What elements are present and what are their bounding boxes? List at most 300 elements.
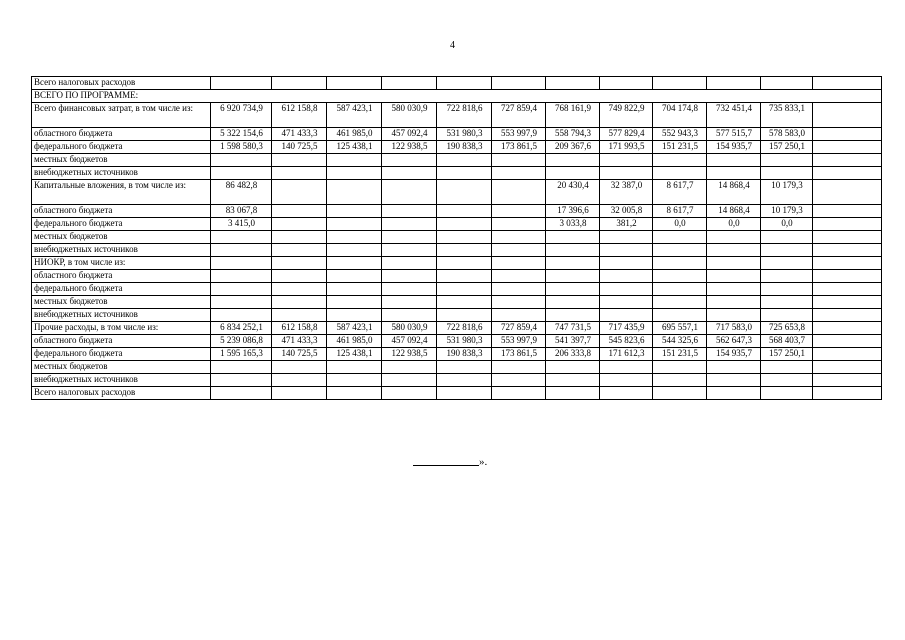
table-row — [32, 244, 882, 257]
value-cell — [653, 154, 707, 167]
value-cell: 587 423,1 — [327, 103, 382, 128]
value-cell — [211, 387, 272, 400]
value-cell: 1 595 165,3 — [211, 348, 272, 361]
value-cell: 580 030,9 — [382, 103, 437, 128]
value-cell — [382, 180, 437, 205]
value-cell: 122 938,5 — [382, 348, 437, 361]
value-cell — [382, 205, 437, 218]
value-cell — [707, 167, 761, 180]
value-cell: 544 325,6 — [653, 335, 707, 348]
value-cell: 717 583,0 — [707, 322, 761, 335]
table-row — [32, 322, 882, 335]
value-cell — [272, 374, 327, 387]
table-row — [32, 180, 882, 205]
value-cell: 747 731,5 — [546, 322, 600, 335]
row-label: областного бюджета — [32, 335, 211, 348]
value-cell — [707, 296, 761, 309]
value-cell: 10 179,3 — [761, 205, 813, 218]
value-cell: 190 838,3 — [437, 348, 492, 361]
value-cell: 1 598 580,3 — [211, 141, 272, 154]
value-cell: 704 174,8 — [653, 103, 707, 128]
value-cell — [813, 257, 882, 270]
value-cell — [813, 244, 882, 257]
value-cell — [707, 231, 761, 244]
value-cell — [327, 283, 382, 296]
value-cell: 471 433,3 — [272, 128, 327, 141]
value-cell — [327, 309, 382, 322]
table-row — [32, 231, 882, 244]
value-cell: 171 993,5 — [600, 141, 653, 154]
value-cell — [327, 231, 382, 244]
value-cell — [600, 296, 653, 309]
value-cell — [382, 374, 437, 387]
value-cell — [272, 77, 327, 90]
value-cell: 10 179,3 — [761, 180, 813, 205]
row-label: внебюджетных источников — [32, 244, 211, 257]
value-cell: 122 938,5 — [382, 141, 437, 154]
value-cell — [600, 154, 653, 167]
value-cell — [761, 387, 813, 400]
value-cell — [327, 257, 382, 270]
value-cell — [492, 218, 546, 231]
value-cell — [492, 77, 546, 90]
value-cell — [327, 361, 382, 374]
value-cell — [437, 77, 492, 90]
row-label: внебюджетных источников — [32, 309, 211, 322]
budget-table — [31, 76, 882, 400]
value-cell — [600, 270, 653, 283]
table-row — [32, 257, 882, 270]
value-cell — [492, 283, 546, 296]
value-cell: 722 818,6 — [437, 322, 492, 335]
value-cell: 558 794,3 — [546, 128, 600, 141]
value-cell — [437, 154, 492, 167]
value-cell — [437, 296, 492, 309]
value-cell: 173 861,5 — [492, 348, 546, 361]
value-cell: 541 397,7 — [546, 335, 600, 348]
value-cell — [761, 77, 813, 90]
value-cell: 171 612,3 — [600, 348, 653, 361]
value-cell: 580 030,9 — [382, 322, 437, 335]
row-label: Всего финансовых затрат, в том числе из: — [32, 103, 211, 128]
row-label: ВСЕГО ПО ПРОГРАММЕ: — [32, 90, 882, 103]
value-cell — [327, 374, 382, 387]
value-cell: 83 067,8 — [211, 205, 272, 218]
value-cell — [437, 257, 492, 270]
value-cell: 154 935,7 — [707, 141, 761, 154]
value-cell: 457 092,4 — [382, 335, 437, 348]
value-cell: 381,2 — [600, 218, 653, 231]
value-cell — [437, 374, 492, 387]
value-cell — [382, 167, 437, 180]
value-cell — [653, 296, 707, 309]
value-cell — [546, 374, 600, 387]
value-cell — [546, 167, 600, 180]
value-cell: 531 980,3 — [437, 335, 492, 348]
value-cell — [600, 244, 653, 257]
value-cell — [813, 361, 882, 374]
value-cell — [600, 361, 653, 374]
value-cell: 0,0 — [653, 218, 707, 231]
value-cell — [437, 231, 492, 244]
value-cell — [761, 154, 813, 167]
value-cell — [437, 361, 492, 374]
value-cell: 568 403,7 — [761, 335, 813, 348]
value-cell — [492, 270, 546, 283]
value-cell — [272, 180, 327, 205]
value-cell: 461 985,0 — [327, 335, 382, 348]
value-cell — [813, 231, 882, 244]
value-cell — [211, 361, 272, 374]
table-row — [32, 361, 882, 374]
value-cell — [382, 218, 437, 231]
value-cell: 457 092,4 — [382, 128, 437, 141]
value-cell — [327, 205, 382, 218]
value-cell: 545 823,6 — [600, 335, 653, 348]
value-cell — [600, 231, 653, 244]
value-cell — [761, 361, 813, 374]
value-cell — [813, 374, 882, 387]
value-cell — [492, 167, 546, 180]
value-cell — [437, 244, 492, 257]
value-cell: 717 435,9 — [600, 322, 653, 335]
value-cell: 206 333,8 — [546, 348, 600, 361]
value-cell — [546, 309, 600, 322]
closing-text: ». — [479, 456, 488, 468]
row-label: местных бюджетов — [32, 154, 211, 167]
value-cell — [437, 205, 492, 218]
row-label: федерального бюджета — [32, 141, 211, 154]
table-row — [32, 154, 882, 167]
value-cell — [600, 167, 653, 180]
value-cell: 471 433,3 — [272, 335, 327, 348]
value-cell — [707, 154, 761, 167]
value-cell — [600, 77, 653, 90]
value-cell — [211, 154, 272, 167]
row-label: НИОКР, в том числе из: — [32, 257, 211, 270]
value-cell: 32 387,0 — [600, 180, 653, 205]
row-label: местных бюджетов — [32, 296, 211, 309]
value-cell — [327, 77, 382, 90]
value-cell: 17 396,6 — [546, 205, 600, 218]
value-cell — [707, 283, 761, 296]
value-cell: 6 834 252,1 — [211, 322, 272, 335]
value-cell — [272, 283, 327, 296]
value-cell — [272, 270, 327, 283]
value-cell — [761, 231, 813, 244]
value-cell — [272, 205, 327, 218]
value-cell: 768 161,9 — [546, 103, 600, 128]
value-cell — [653, 270, 707, 283]
value-cell: 578 583,0 — [761, 128, 813, 141]
value-cell — [272, 154, 327, 167]
value-cell — [211, 257, 272, 270]
value-cell — [492, 244, 546, 257]
value-cell: 749 822,9 — [600, 103, 653, 128]
value-cell — [272, 244, 327, 257]
value-cell — [492, 154, 546, 167]
row-label: Всего налоговых расходов — [32, 387, 211, 400]
value-cell — [707, 244, 761, 257]
value-cell: 125 438,1 — [327, 348, 382, 361]
table-row — [32, 218, 882, 231]
value-cell: 140 725,5 — [272, 141, 327, 154]
value-cell — [546, 231, 600, 244]
value-cell: 32 005,8 — [600, 205, 653, 218]
row-label: внебюджетных источников — [32, 167, 211, 180]
value-cell — [211, 309, 272, 322]
value-cell: 125 438,1 — [327, 141, 382, 154]
value-cell — [653, 231, 707, 244]
row-label: федерального бюджета — [32, 283, 211, 296]
value-cell: 577 829,4 — [600, 128, 653, 141]
value-cell — [382, 361, 437, 374]
value-cell — [272, 387, 327, 400]
value-cell — [327, 244, 382, 257]
row-label: областного бюджета — [32, 205, 211, 218]
value-cell — [211, 270, 272, 283]
table-row — [32, 348, 882, 361]
value-cell — [492, 374, 546, 387]
value-cell: 173 861,5 — [492, 141, 546, 154]
table-row — [32, 309, 882, 322]
table-row — [32, 128, 882, 141]
value-cell — [382, 244, 437, 257]
value-cell: 553 997,9 — [492, 335, 546, 348]
value-cell: 552 943,3 — [653, 128, 707, 141]
table-row — [32, 90, 882, 103]
table-row — [32, 77, 882, 90]
value-cell: 587 423,1 — [327, 322, 382, 335]
value-cell — [761, 167, 813, 180]
value-cell: 5 322 154,6 — [211, 128, 272, 141]
row-label: местных бюджетов — [32, 231, 211, 244]
value-cell — [546, 361, 600, 374]
value-cell — [546, 387, 600, 400]
table-row — [32, 141, 882, 154]
row-label: федерального бюджета — [32, 348, 211, 361]
value-cell — [653, 257, 707, 270]
value-cell: 157 250,1 — [761, 141, 813, 154]
table-row — [32, 205, 882, 218]
value-cell: 695 557,1 — [653, 322, 707, 335]
value-cell — [761, 309, 813, 322]
table-row — [32, 296, 882, 309]
value-cell — [546, 296, 600, 309]
value-cell — [272, 167, 327, 180]
value-cell — [600, 309, 653, 322]
value-cell — [327, 387, 382, 400]
value-cell — [761, 374, 813, 387]
value-cell: 157 250,1 — [761, 348, 813, 361]
value-cell — [546, 77, 600, 90]
row-label: областного бюджета — [32, 270, 211, 283]
value-cell — [813, 296, 882, 309]
value-cell — [653, 387, 707, 400]
value-cell — [437, 387, 492, 400]
value-cell — [546, 154, 600, 167]
value-cell — [813, 218, 882, 231]
value-cell — [382, 283, 437, 296]
value-cell: 727 859,4 — [492, 322, 546, 335]
value-cell — [437, 270, 492, 283]
value-cell — [813, 128, 882, 141]
value-cell — [546, 244, 600, 257]
value-cell — [813, 322, 882, 335]
value-cell: 732 451,4 — [707, 103, 761, 128]
value-cell — [707, 270, 761, 283]
value-cell — [653, 167, 707, 180]
value-cell: 461 985,0 — [327, 128, 382, 141]
value-cell — [813, 335, 882, 348]
value-cell — [327, 180, 382, 205]
value-cell: 209 367,6 — [546, 141, 600, 154]
row-label: местных бюджетов — [32, 361, 211, 374]
value-cell — [813, 309, 882, 322]
value-cell — [211, 296, 272, 309]
row-label: внебюджетных источников — [32, 374, 211, 387]
value-cell — [327, 154, 382, 167]
value-cell — [600, 283, 653, 296]
value-cell — [492, 205, 546, 218]
value-cell — [211, 244, 272, 257]
value-cell — [211, 283, 272, 296]
value-cell — [327, 270, 382, 283]
value-cell — [492, 361, 546, 374]
value-cell — [707, 361, 761, 374]
value-cell: 190 838,3 — [437, 141, 492, 154]
value-cell — [382, 231, 437, 244]
value-cell — [600, 257, 653, 270]
value-cell — [211, 374, 272, 387]
value-cell — [272, 361, 327, 374]
row-label: Прочие расходы, в том числе из: — [32, 322, 211, 335]
row-label: Всего налоговых расходов — [32, 77, 211, 90]
value-cell: 20 430,4 — [546, 180, 600, 205]
value-cell — [327, 167, 382, 180]
value-cell — [653, 283, 707, 296]
value-cell: 612 158,8 — [272, 103, 327, 128]
value-cell — [211, 77, 272, 90]
value-cell — [813, 387, 882, 400]
value-cell — [653, 77, 707, 90]
value-cell — [813, 154, 882, 167]
value-cell — [327, 296, 382, 309]
value-cell: 154 935,7 — [707, 348, 761, 361]
value-cell — [813, 141, 882, 154]
value-cell — [813, 283, 882, 296]
row-label: Капитальные вложения, в том числе из: — [32, 180, 211, 205]
value-cell: 8 617,7 — [653, 205, 707, 218]
value-cell — [761, 257, 813, 270]
value-cell — [813, 205, 882, 218]
value-cell: 5 239 086,8 — [211, 335, 272, 348]
table-row — [32, 103, 882, 128]
table-row — [32, 283, 882, 296]
row-label: федерального бюджета — [32, 218, 211, 231]
value-cell — [813, 167, 882, 180]
value-cell — [492, 231, 546, 244]
value-cell — [437, 309, 492, 322]
value-cell: 140 725,5 — [272, 348, 327, 361]
value-cell — [211, 167, 272, 180]
value-cell — [272, 231, 327, 244]
value-cell — [382, 257, 437, 270]
value-cell — [327, 218, 382, 231]
value-cell: 151 231,5 — [653, 348, 707, 361]
table-row — [32, 335, 882, 348]
value-cell: 722 818,6 — [437, 103, 492, 128]
value-cell: 562 647,3 — [707, 335, 761, 348]
value-cell — [707, 374, 761, 387]
value-cell — [211, 231, 272, 244]
value-cell — [813, 270, 882, 283]
value-cell: 3 033,8 — [546, 218, 600, 231]
value-cell — [707, 387, 761, 400]
value-cell — [707, 309, 761, 322]
value-cell — [761, 270, 813, 283]
value-cell: 6 920 734,9 — [211, 103, 272, 128]
table-row — [32, 167, 882, 180]
value-cell: 0,0 — [707, 218, 761, 231]
value-cell: 735 833,1 — [761, 103, 813, 128]
value-cell — [813, 348, 882, 361]
value-cell: 531 980,3 — [437, 128, 492, 141]
value-cell — [813, 180, 882, 205]
value-cell — [382, 154, 437, 167]
value-cell — [382, 296, 437, 309]
page-number: 4 — [450, 40, 455, 51]
table-row — [32, 374, 882, 387]
table-row — [32, 270, 882, 283]
value-cell — [437, 180, 492, 205]
value-cell — [382, 77, 437, 90]
value-cell — [437, 218, 492, 231]
value-cell: 14 868,4 — [707, 180, 761, 205]
value-cell — [813, 77, 882, 90]
value-cell: 86 482,8 — [211, 180, 272, 205]
value-cell — [437, 167, 492, 180]
value-cell: 725 653,8 — [761, 322, 813, 335]
value-cell — [653, 309, 707, 322]
table-row — [32, 387, 882, 400]
value-cell — [272, 309, 327, 322]
value-cell — [761, 296, 813, 309]
value-cell — [272, 218, 327, 231]
value-cell — [272, 257, 327, 270]
value-cell — [492, 296, 546, 309]
value-cell — [546, 270, 600, 283]
value-cell — [653, 374, 707, 387]
value-cell: 0,0 — [761, 218, 813, 231]
value-cell — [546, 257, 600, 270]
value-cell: 151 231,5 — [653, 141, 707, 154]
value-cell — [761, 244, 813, 257]
value-cell: 14 868,4 — [707, 205, 761, 218]
value-cell — [492, 180, 546, 205]
value-cell — [492, 309, 546, 322]
row-label: областного бюджета — [32, 128, 211, 141]
value-cell — [813, 103, 882, 128]
value-cell — [707, 257, 761, 270]
value-cell — [707, 77, 761, 90]
value-cell — [653, 244, 707, 257]
value-cell — [653, 361, 707, 374]
value-cell: 727 859,4 — [492, 103, 546, 128]
value-cell — [382, 387, 437, 400]
value-cell — [600, 374, 653, 387]
value-cell — [382, 309, 437, 322]
